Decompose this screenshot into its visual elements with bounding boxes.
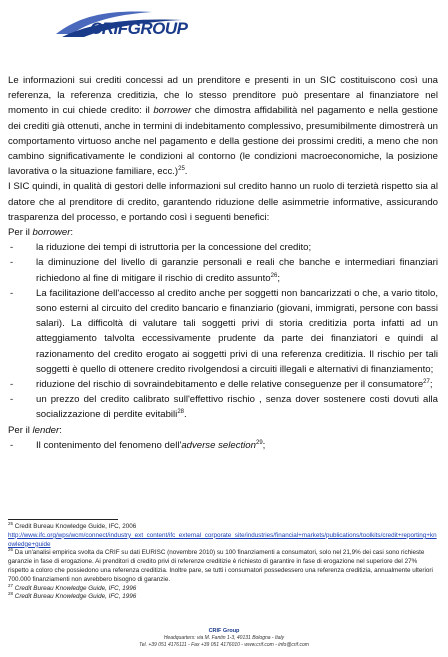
list-item: - Il contenimento del fenomeno dell'adverse selection$^{29}$; — [8, 438, 438, 453]
footer-brand: CRIF Group — [208, 628, 240, 634]
footnote-26: $^{26}$ Da un'analisi empirica svolta da CRIF su dati EURISC (novembre 2010) su 100 finanziamenti a consumatori, solo nel 21,9% dei casi sono richieste garanzie in fase di erogazione. Ai prenditori di credito privi di referenze creditizie è richiesto di garantire in fase di erogazione nel superiore del 27% rispetto a coloro che possiedono una referenza creditizia. Inoltre pare, se tutti i consumatori possedessero una referenza creditizia, annualmente ulteriori 700.000 finanziamenti non avrebbero bisogno di garanzie. — [8, 547, 433, 583]
lender-benefits-list — [8, 438, 438, 453]
list-item: - la diminuzione del livello di garanzie personali e reali che banche e intermediari finanziari richiedono al fine di mitigare il rischio di credito assunto$^{26}$; — [8, 255, 438, 285]
borrower-heading: Per il borrower: — [8, 227, 74, 239]
footnotes — [8, 520, 438, 602]
footer-contacts: Tel. +39 051 4176111 - Fax +39 051 4176010 - www.crif.com - info@crif.com — [139, 642, 309, 648]
page-footer — [0, 628, 448, 649]
list-item: - riduzione del rischio di sovraindebitamento e delle relative conseguenze per il consumatore$^{27}$; — [8, 377, 438, 392]
document-body — [8, 73, 438, 453]
list-item: - la riduzione dei tempi di istruttoria per la concessione del credito; — [8, 240, 438, 255]
intro-paragraph-1: Le informazioni sui crediti concessi ad un prenditore e presenti in un SIC costituiscono così una referenza, la referenza creditizia, che lo stesso prenditore può presentare al finanziatore nel momento in cui chiede credito: il borrower che dimostra affidabilità nel pagamento e nella gestione dei crediti già ottenuti, anche in termini di indebitamento complessivo, presumibilmente dimostrerà un comportamento virtuoso anche nel pagamento e della gestione dei prossimi crediti, a meno che non cambino significativamente le condizioni al contorno (le condizioni macroeconomiche, la posizione lavorativa o la situazione familiare, ecc.)$^{25}$. — [8, 75, 438, 178]
footnote-25-link-line — [8, 532, 438, 550]
footnote-27: $^{27}$ Credit Bureau Knowledge Guide, IFC, 1996 — [8, 582, 137, 592]
footer-address: Headquarters: via M. Fantin 1-3, 40131 Bologna - Italy — [163, 635, 285, 641]
footnote-28: $^{28}$ Credit Bureau Knowledge Guide, IFC, 1996 — [8, 591, 137, 601]
footnote-25: $^{25}$ Credit Bureau Knowledge Guide, IFC, 2006 — [8, 520, 137, 530]
svg-text:CRIFGROUP: CRIFGROUP — [90, 19, 188, 38]
crif-group-logo — [52, 4, 212, 44]
list-item: - un prezzo del credito calibrato sull'effettivo rischio , senza dover sostenere costi dovuti alla socializzazione di perdite evitabili$^{28}$. — [8, 392, 438, 422]
borrower-benefits-list — [8, 240, 438, 422]
intro-paragraph-2: I SIC quindi, in qualità di gestori delle informazioni sul credito hanno un ruolo di terzietà rispetto sia al datore che al prenditore di credito, garantendo riduzione delle asimmetrie informative, assicurando trasparenza del processo, e portando così i seguenti benefici: — [8, 181, 438, 223]
footnote-separator — [8, 519, 118, 520]
footnote-25-link[interactable]: http://www.ifc.org/wps/wcm/connect/industry_ext_content/ifc_external_corporate_site/industries/financial+markets/publications/toolkits/credit+reporting+knowledge+guide — [8, 531, 437, 548]
lender-heading: Per il lender: — [8, 424, 62, 436]
list-item: - La facilitazione dell'accesso al credito anche per soggetti non bancarizzati o che, a vario titolo, sono esterni al circuito del credito bancario e finanziario (giovani, immigrati, persone con bassi salari). La difficoltà di valutare tali soggetti privi di storia creditizia porta infatti ad un atteggiamento talvolta eccessivamente prudente da parte dei finanziatori e quindi al razionamento del credito erogato ai soggetti privi di una referenza creditizia. Il rischio per tali soggetti è quello di ottenere credito rivolgendosi a circuiti illegali e alternativi di finanziamento; — [8, 286, 438, 377]
